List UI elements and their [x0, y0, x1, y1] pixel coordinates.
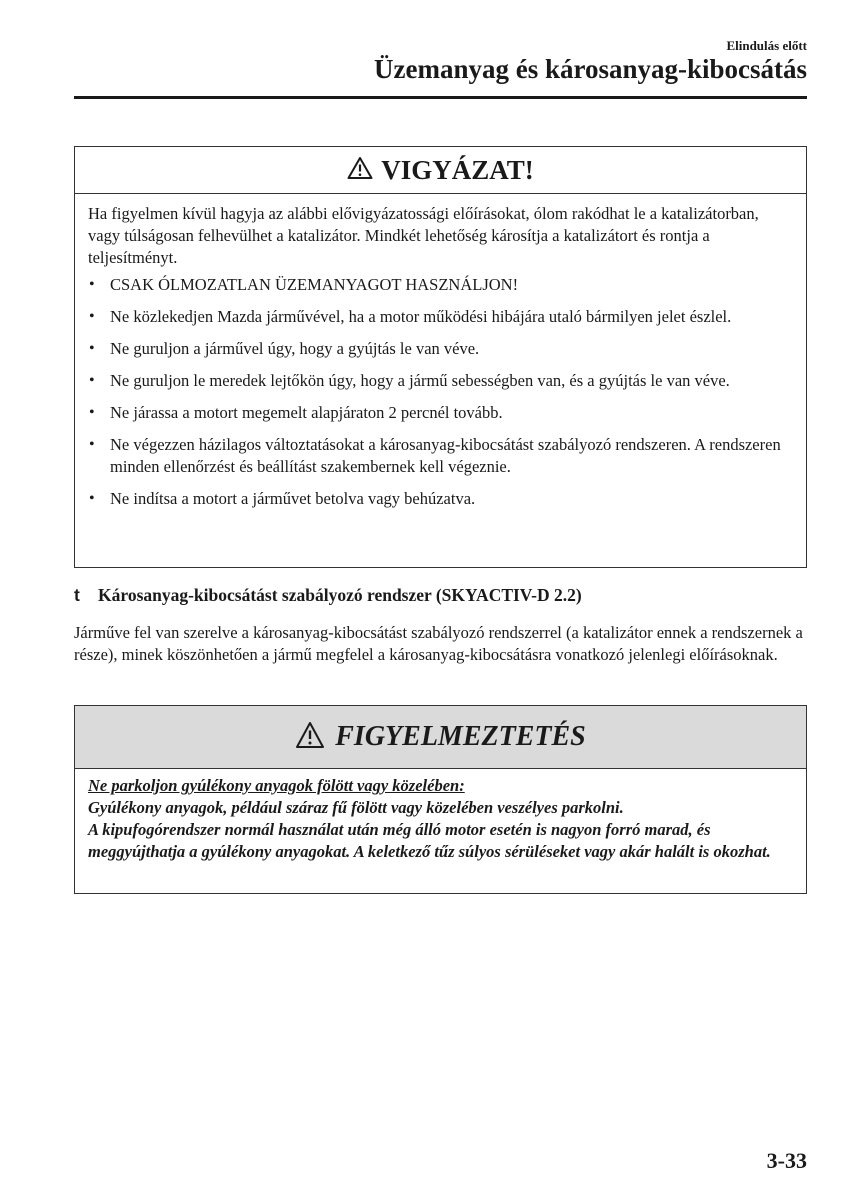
list-item: • Ne guruljon le meredek lejtőkön úgy, hogy a jármű sebességben van, és a gyújtás le van véve. — [88, 370, 794, 392]
page-number: 3-33 — [766, 1148, 807, 1173]
title-rule — [74, 96, 807, 99]
warning-header — [75, 706, 806, 769]
caution-intro: Ha figyelmen kívül hagyja az alábbi elővigyázatossági előírásokat, ólom rakódhat le a katalizátorban, vagy túlságosan felhevülhet a katalizátor. Mindkét lehetőség károsítja a katalizátort és rontja a teljesítményt. — [88, 204, 759, 267]
caution-header — [75, 147, 806, 194]
warning-lead: Ne parkoljon gyúlékony anyagok fölött vagy közelében: — [88, 776, 465, 795]
section-label: Elindulás előtt — [726, 38, 807, 53]
list-item: • CSAK ÓLMOZATLAN ÜZEMANYAGOT HASZNÁLJON! — [88, 274, 794, 296]
warning-box — [74, 705, 807, 894]
warning-line: Gyúlékony anyagok, például száraz fű fölött vagy közelében veszélyes parkolni. — [88, 798, 624, 817]
warning-body — [75, 769, 806, 863]
list-item: • Ne indítsa a motort a járművet betolva vagy behúzatva. — [88, 488, 794, 510]
warning-triangle-icon — [295, 721, 325, 754]
warning-line: A kipufogórendszer normál használat után még álló motor esetén is nagyon forró marad, és meggyújthatja a gyúlékony anyagokat. A keletkező tűz súlyos sérüléseket vagy akár halált is okozhat. — [88, 820, 771, 861]
list-item: • Ne közlekedjen Mazda járművével, ha a motor működési hibájára utaló bármilyen jelet észlel. — [88, 306, 794, 328]
warning-triangle-icon — [347, 156, 373, 185]
page-title: Üzemanyag és károsanyag-kibocsátás — [373, 54, 807, 84]
caution-body — [75, 194, 806, 510]
caution-box — [74, 146, 807, 568]
caution-list — [88, 274, 794, 510]
caution-title: VIGYÁZAT! — [381, 154, 534, 185]
section-heading — [74, 585, 582, 606]
list-item: • Ne járassa a motort megemelt alapjáraton 2 percnél tovább. — [88, 402, 794, 424]
section-marker: t — [74, 585, 80, 605]
section-body: Járműve fel van szerelve a károsanyag-kibocsátást szabályozó rendszerrel (a katalizátor ennek a rendszernek a része), minek köszönhetően a jármű megfelel a károsanyag-kibocsátásra vonatkozó jelenlegi előírásoknak. — [74, 623, 803, 664]
list-item: • Ne végezzen házilagos változtatásokat a károsanyag-kibocsátást szabályozó rendszeren. A rendszeren minden ellenőrzést és beállítást szakembernek kell végeznie. — [88, 434, 794, 478]
section-heading-text: Károsanyag-kibocsátást szabályozó rendszer (SKYACTIV-D 2.2) — [98, 585, 582, 605]
warning-title: FIGYELMEZTETÉS — [335, 721, 586, 752]
list-item: • Ne guruljon a járművel úgy, hogy a gyújtás le van véve. — [88, 338, 794, 360]
